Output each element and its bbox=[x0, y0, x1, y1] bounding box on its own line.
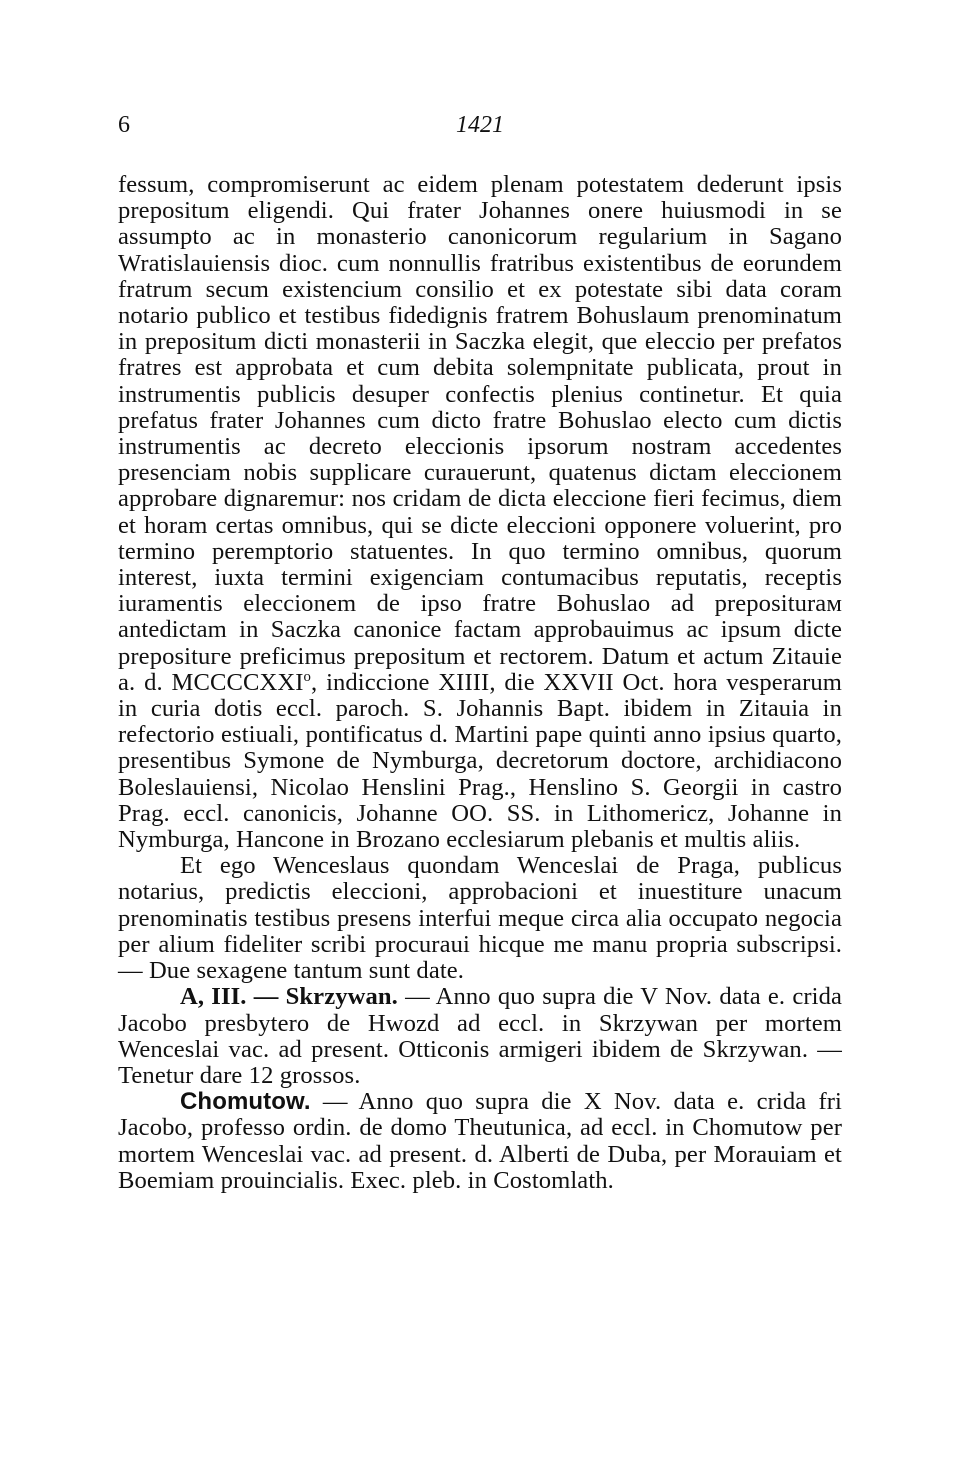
paragraph-text: — Anno quo supra die V Nov. data e. crida Jacobo presbytero de Hwozd ad eccl. in Skrzywan per mortem Wenceslai vac. ad present. Otticonis armigeri ibidem de Skrzywan. — Tenetur dare 12 grossos. bbox=[118, 983, 842, 1089]
date-superscript: o bbox=[303, 668, 312, 685]
running-year: 1421 bbox=[456, 112, 504, 138]
paragraph-text: Et ego Wenceslaus quondam Wenceslai de Praga, publicus notarius, predictis eleccioni, approbacioni et inuestiture unacum prenominatis testibus presens interfui meque circa alia occupato negocia per alium fideliter scribi procuraui hicque me manu propria subscripsi. — Due sexagene tantum sunt date. bbox=[118, 852, 842, 985]
running-head bbox=[118, 112, 842, 142]
paragraph-skrzywan-entry bbox=[118, 984, 842, 1089]
paragraph-notary-attestation bbox=[118, 853, 842, 984]
paragraph-chomutow-entry bbox=[118, 1089, 842, 1194]
paragraph-election-record bbox=[118, 172, 842, 853]
paragraph-text-continued: , indiccione XIIII, die XXVII Oct. hora vesperarum in curia dotis eccl. paroch. S. Johannis Bapt. ibidem in Zitauia in refectorio estiuali, pontificatus d. Martini pape quinti anno ipsius quarto, presentibus Symone de Nymburga, decretorum doctore, archidiacono Boleslauiensi, Nicolao Henslini Prag., Henslino S. Georgii in castro Prag. eccl. canonicis, Johanne OO. SS. in Lithomericz, Johanne in Nymburga, Hancone in Brozano ecclesiarum plebanis et multis aliis. bbox=[118, 668, 842, 854]
entry-heading: Chomutow. bbox=[180, 1088, 311, 1116]
entry-heading: A, III. — Skrzywan. bbox=[180, 983, 398, 1011]
body-text bbox=[118, 172, 842, 1194]
paragraph-text: fessum, compromiserunt ac eidem plenam potestatem dederunt ipsis prepositum eligendi. Qui frater Johannes onere huiusmodi in se assumpto ac in monasterio canonicorum regularium in Sagano Wratislauiensis dioc. cum nonnullis fratribus existentibus de eorundem fratrum secum existencium consilio et ex potestate sibi data coram notario publico et testibus fidedignis fratrem Bohuslaum prenominatum in prepositum dicti monasterii in Saczka elegit, que eleccio per prefatos fratres est approbata et cum debita solempnitate publicata, prout in instrumentis publicis desuper confectis plenius continetur. Et quia prefatus frater Johannes cum dicto fratre Bohuslao electo cum dictis instrumentis ac decreto eleccionis ipsorum nostram accedentes presenciam nobis supplicare curauerunt, quatenus dictam eleccionem approbare dignaremur: nos cridam de dicta eleccione fieri fecimus, diem et horam certas omnibus, qui se dicte eleccioni opponere voluerint, pro termino peremptorio statuentes. In quo termino omnibus, quorum interest, iuxta termini exigenciam contumacibus reputatis, receptis iuramentis eleccionem de ipso fratre Bohuslao ad prepositurам antedictam in Saczka canonice factam approbauimus ac ipsum dicte preposituгe preficimus prepositum et rectorem. Datum et actum Zitauie a. d. bbox=[118, 171, 842, 696]
page-number: 6 bbox=[118, 112, 130, 138]
date-roman: MCCCCXXI bbox=[171, 668, 304, 696]
paragraph-text: — Anno quo supra die X Nov. data e. crida fri Jacobo, professo ordin. de domo Theutunica, ad eccl. in Chomutow per mortem Wenceslai vac. ad present. d. Alberti de Duba, per Morauiam et Boemiam prouincialis. Exec. pleb. in Costomlath. bbox=[118, 1088, 842, 1194]
